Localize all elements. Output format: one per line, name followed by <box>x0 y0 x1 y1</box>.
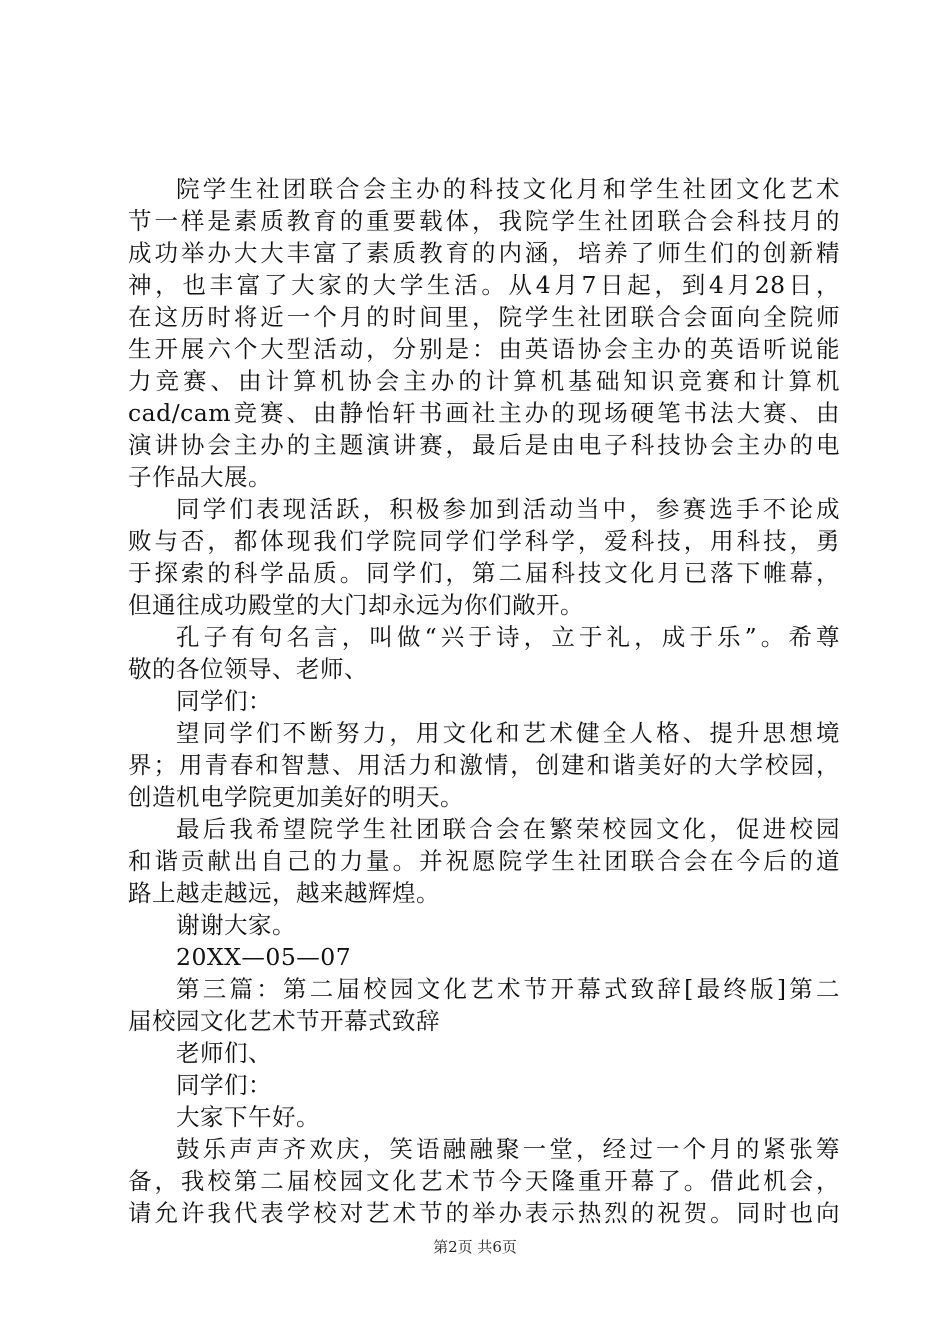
text-line: 力竞赛、由计算机协会主办的计算机基础知识竞赛和计算机 <box>128 367 840 395</box>
page-number-footer: 第2页 共6页 <box>433 1238 517 1256</box>
text-line: 同学们： <box>176 687 272 715</box>
text-line: 望同学们不断努力，用文化和艺术健全人格、提升思想境 <box>176 719 840 747</box>
text-line: 备，我校第二届校园文化艺术节今天隆重开幕了。借此机会， <box>128 1167 840 1195</box>
text-line: 敬的各位领导、老师、 <box>128 655 368 683</box>
text-line: 老师们、 <box>176 1039 272 1067</box>
text-line: 届校园文化艺术节开幕式致辞 <box>128 1007 440 1035</box>
text-line: 20XX—05—07 <box>176 943 352 971</box>
text-line: 成功举办大大丰富了素质教育的内涵，培养了师生们的创新精 <box>128 239 840 267</box>
text-line: 界；用青春和智慧、用活力和激情，创建和谐美好的大学校园， <box>128 751 840 779</box>
text-line: 神，也丰富了大家的大学生活。从4月7日起，到4月28日， <box>128 271 840 299</box>
text-line: 第三篇：第二届校园文化艺术节开幕式致辞[最终版]第二 <box>176 975 840 1003</box>
text-line: 最后我希望院学生社团联合会在繁荣校园文化，促进校园 <box>176 815 840 843</box>
text-line: 大家下午好。 <box>176 1103 320 1131</box>
text-line: 院学生社团联合会主办的科技文化月和学生社团文化艺术 <box>176 175 840 203</box>
text-line: 请允许我代表学校对艺术节的举办表示热烈的祝贺。同时也向 <box>128 1199 840 1227</box>
text-line: cad/cam竞赛、由静怡轩书画社主办的现场硬笔书法大赛、由 <box>128 399 840 427</box>
document-body <box>128 173 840 1229</box>
text-line: 演讲协会主办的主题演讲赛，最后是由电子科技协会主办的电 <box>128 431 840 459</box>
text-line: 于探索的科学品质。同学们，第二届科技文化月已落下帷幕， <box>128 559 840 587</box>
text-line: 孔子有句名言，叫做“兴于诗，立于礼，成于乐”。希尊 <box>176 623 840 651</box>
text-line: 生开展六个大型活动，分别是：由英语协会主办的英语听说能 <box>128 335 840 363</box>
text-line: 谢谢大家。 <box>176 911 296 939</box>
text-line: 鼓乐声声齐欢庆，笑语融融聚一堂，经过一个月的紧张筹 <box>176 1135 840 1163</box>
text-line: 子作品大展。 <box>128 463 272 491</box>
text-line: 同学们： <box>176 1071 272 1099</box>
text-line: 败与否，都体现我们学院同学们学科学，爱科技，用科技，勇 <box>128 527 840 555</box>
text-line: 和谐贡献出自己的力量。并祝愿院学生社团联合会在今后的道 <box>128 847 840 875</box>
text-line: 节一样是素质教育的重要载体，我院学生社团联合会科技月的 <box>128 207 840 235</box>
text-line: 创造机电学院更加美好的明天。 <box>128 783 464 811</box>
text-line: 同学们表现活跃，积极参加到活动当中，参赛选手不论成 <box>176 495 840 523</box>
text-line: 路上越走越远，越来越辉煌。 <box>128 879 440 907</box>
text-line: 在这历时将近一个月的时间里，院学生社团联合会面向全院师 <box>128 303 840 331</box>
text-line: 但通往成功殿堂的大门却永远为你们敞开。 <box>128 591 584 619</box>
